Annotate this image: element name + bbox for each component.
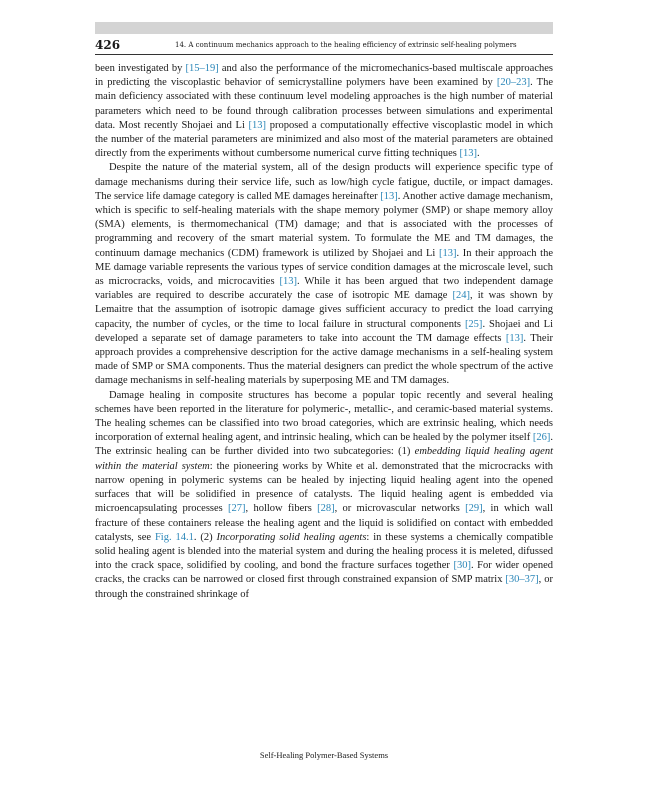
text-run: , or microvascular networks bbox=[334, 503, 466, 515]
body-text bbox=[95, 62, 553, 602]
citation-link[interactable]: [24] bbox=[452, 290, 471, 302]
text-run: , hollow fibers bbox=[245, 503, 318, 515]
text-run: . (2) bbox=[193, 531, 217, 543]
text-run: Damage healing in composite structures has become a popular topic recently and several healing schemes have been reported in the literature for polymeric-, metallic-, and ceramic-based material systems. The healing schemes can be classified into two broad categories, which are extrinsic healing, which needs incorporation of external healing agent, and intrinsic healing, which can be healed by the polymer itself bbox=[95, 389, 553, 444]
citation-link[interactable]: [30] bbox=[453, 560, 471, 572]
text-run: . Their approach provides a comprehensive description for the active damage mechanisms in a self-healing system made of SMP or SMA components. Thus the material designers can predict the whole spectrum of the active damage mechanisms in self-healing materials by superposing ME and TM damages. bbox=[95, 332, 553, 387]
paragraph bbox=[95, 62, 553, 161]
citation-link[interactable]: [28] bbox=[317, 503, 335, 515]
running-head: 14. A continuum mechanics approach to the healing efficiency of extrinsic self-healing polymers bbox=[175, 41, 517, 49]
text-run: . The main deficiency associated with these continuum level modeling approaches is the high number of material parameters which need to be found through calibration processes between simulations and experimental data. Most recently Shojaei and Li bbox=[95, 77, 554, 131]
text-run: . For wider opened cracks, the cracks can be narrowed or closed first through constrained expansion of SMP matrix bbox=[95, 560, 553, 586]
text-run: , or through the constrained shrinkage of bbox=[95, 574, 553, 600]
text-run: . Shojaei and Li developed a separate set of damage parameters to take into account the TM damage effects bbox=[95, 318, 553, 344]
citation-link[interactable]: [13] bbox=[505, 332, 524, 344]
text-run: been investigated by bbox=[95, 63, 186, 74]
citation-link[interactable]: [26] bbox=[532, 432, 551, 444]
text-run: . In their approach the ME damage variable represents the various types of service condition damages at the microscale level, such as microcracks, voids, and microcavities bbox=[95, 247, 553, 288]
text-run: . While it has been argued that two independent damage variables are required to describe accurately the case of isotropic ME damage bbox=[95, 276, 553, 302]
text-run: proposed a computationally effective viscoplastic model in which the number of the material parameters are minimized and also most of the material parameters are obtained directly from the experiments without cumbersome numerical curve fitting techniques bbox=[95, 119, 553, 160]
text-run: , in which wall fracture of these containers release the healing agent and the liquid is solidified on contact with embedded catalysts, see bbox=[95, 503, 554, 543]
text-run: . bbox=[476, 148, 480, 160]
citation-link[interactable]: [13] bbox=[380, 190, 398, 202]
header-band bbox=[95, 22, 553, 34]
citation-link[interactable]: [15–19] bbox=[185, 63, 219, 74]
citation-link[interactable]: [13] bbox=[248, 119, 267, 131]
page-header bbox=[95, 38, 553, 55]
citation-link[interactable]: Fig. 14.1 bbox=[154, 531, 194, 543]
emphasis-text: Incorporating solid healing agents bbox=[216, 531, 367, 543]
text-run: . Another active damage mechanism, which is specific to self-healing materials with the shape memory polymer (SMP) or shape memory alloy (SMA) elements, is thermomechanical (TM) damage; and that is associated with the processes of programming and recovery of the smart material system. To formulate the ME and TM damages, the continuum damage mechanics (CDM) framework is utilized by Shojaei and Li bbox=[95, 190, 553, 259]
citation-link[interactable]: [13] bbox=[438, 247, 457, 259]
text-run: . The extrinsic healing can be further divided into two subcategories: (1) bbox=[95, 432, 553, 458]
citation-link[interactable]: [13] bbox=[459, 148, 477, 160]
citation-link[interactable]: [30–37] bbox=[505, 574, 539, 586]
text-run: , it was shown by Lemaitre that the assumption of isotropic damage gives sufficient accuracy to predict the load carrying capacity, the number of cycles, or the time to local failure in structural components bbox=[95, 290, 553, 330]
citation-link[interactable]: [25] bbox=[464, 318, 483, 330]
citation-link[interactable]: [20–23] bbox=[496, 77, 531, 89]
citation-link[interactable]: [29] bbox=[465, 503, 483, 515]
emphasis-text: embedding liquid healing agent within the material system bbox=[95, 446, 553, 472]
page-footer: Self-Healing Polymer-Based Systems bbox=[259, 750, 389, 760]
text-run: : in these systems a chemically compatible solid healing agent is blended into the material system and during the healing process it is meleted, difussed into the crack space, solidified by cooling, and bond the fracture surfaces together bbox=[95, 531, 554, 572]
text-run: : the pioneering works by White et al. demonstrated that the microcracks with narrow opening in polymeric systems can be healed by injecting liquid healing agent into the opened surfaces that will be solidified in presence of catalysts. The liquid healing agent is embedded via microencapsulating processes bbox=[95, 460, 553, 515]
text-run: Despite the nature of the material system, all of the design products will experience specific type of damage mechanisms during their service life, such as low/high cycle fatigue, ductile, or impact damages. The service life damage category is called ME damages hereinafter bbox=[95, 162, 553, 202]
text-run: and also the performance of the micromechanics-based multiscale approaches in predicting the viscoplastic behavior of semicrystalline polymers have been examined by bbox=[95, 63, 553, 89]
paragraph bbox=[95, 389, 553, 602]
citation-link[interactable]: [27] bbox=[228, 503, 246, 515]
page-number: 426 bbox=[95, 38, 121, 52]
paragraph bbox=[95, 161, 553, 388]
citation-link[interactable]: [13] bbox=[279, 276, 297, 288]
